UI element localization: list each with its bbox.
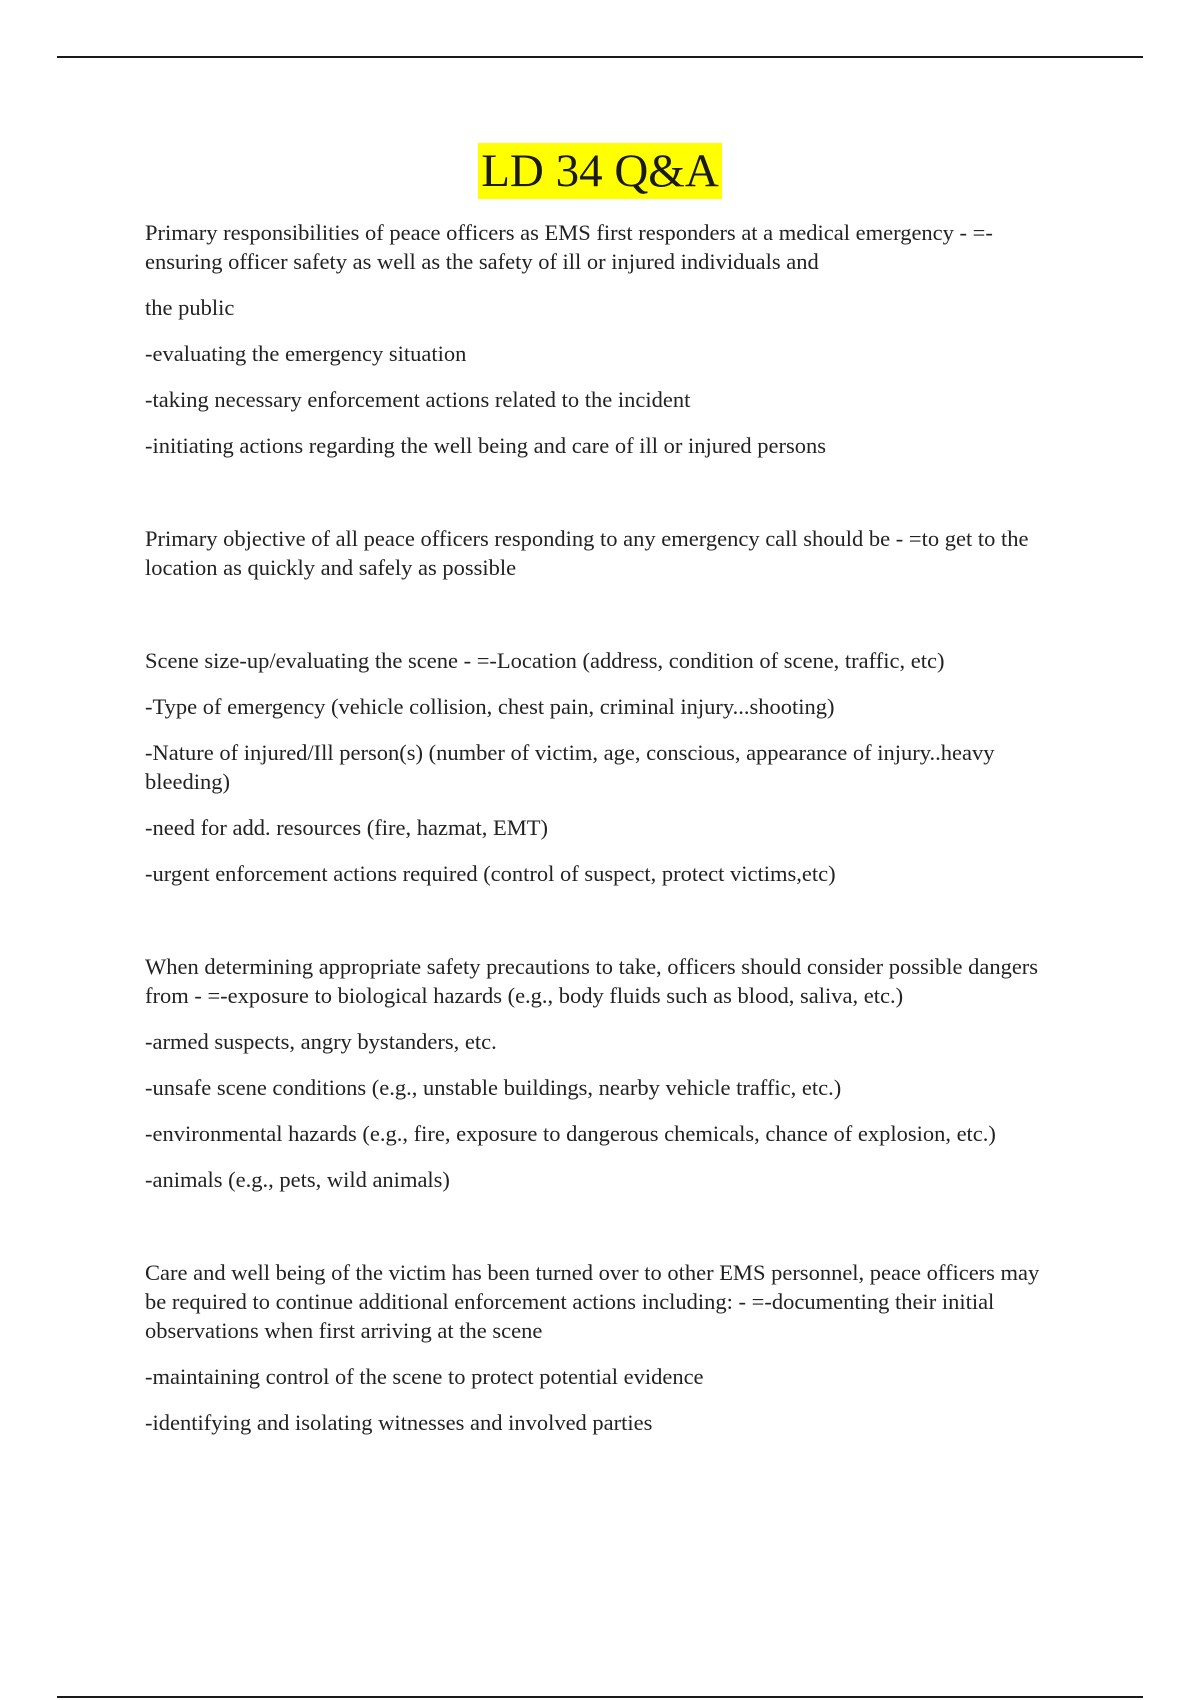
paragraph: -initiating actions regarding the well being and care of ill or injured persons: [145, 433, 827, 458]
paragraph: the public: [145, 295, 235, 320]
paragraph: -unsafe scene conditions (e.g., unstable buildings, nearby vehicle traffic, etc.): [145, 1075, 842, 1100]
paragraph: When determining appropriate safety precautions to take, officers should consider possible dangers from - =-exposure to biological hazards (e.g., body fluids such as blood, saliva, etc.): [145, 954, 1039, 1008]
qa-section-enforcement-actions: [145, 1258, 1065, 1437]
paragraph: Care and well being of the victim has been turned over to other EMS personnel, peace officers may be required to continue additional enforcement actions including: - =-documenting their initial observations when first arriving at the scene: [145, 1260, 1040, 1343]
paragraph: -environmental hazards (e.g., fire, exposure to dangerous chemicals, chance of explosion, etc.): [145, 1121, 996, 1146]
paragraph: -need for add. resources (fire, hazmat, EMT): [145, 815, 548, 840]
qa-section-scene-sizeup: [145, 646, 1065, 888]
qa-section-objective: [145, 524, 1065, 582]
document-title: LD 34 Q&A: [478, 143, 722, 199]
paragraph: -animals (e.g., pets, wild animals): [145, 1167, 450, 1192]
paragraph: Primary responsibilities of peace officers as EMS first responders at a medical emergency - =-ensuring officer safety as well as the safety of ill or injured individuals and: [145, 220, 993, 274]
paragraph: Scene size-up/evaluating the scene - =-Location (address, condition of scene, traffic, etc): [145, 648, 945, 673]
bottom-rule: [57, 1696, 1143, 1698]
document-body: [145, 218, 1065, 1454]
paragraph: -Type of emergency (vehicle collision, chest pain, criminal injury...shooting): [145, 694, 835, 719]
title-container: [0, 143, 1200, 199]
paragraph: -Nature of injured/Ill person(s) (number of victim, age, conscious, appearance of injury..heavy bleeding): [145, 740, 995, 794]
top-rule: [57, 56, 1143, 58]
paragraph: -maintaining control of the scene to protect potential evidence: [145, 1364, 704, 1389]
qa-section-responsibilities: [145, 218, 1065, 460]
paragraph: -taking necessary enforcement actions related to the incident: [145, 387, 691, 412]
paragraph: -urgent enforcement actions required (control of suspect, protect victims,etc): [145, 861, 836, 886]
paragraph: -armed suspects, angry bystanders, etc.: [145, 1029, 497, 1054]
paragraph: -identifying and isolating witnesses and involved parties: [145, 1410, 653, 1435]
paragraph: -evaluating the emergency situation: [145, 341, 467, 366]
qa-section-safety-precautions: [145, 952, 1065, 1194]
paragraph: Primary objective of all peace officers responding to any emergency call should be - =to get to the location as quickly and safely as possible: [145, 526, 1029, 580]
